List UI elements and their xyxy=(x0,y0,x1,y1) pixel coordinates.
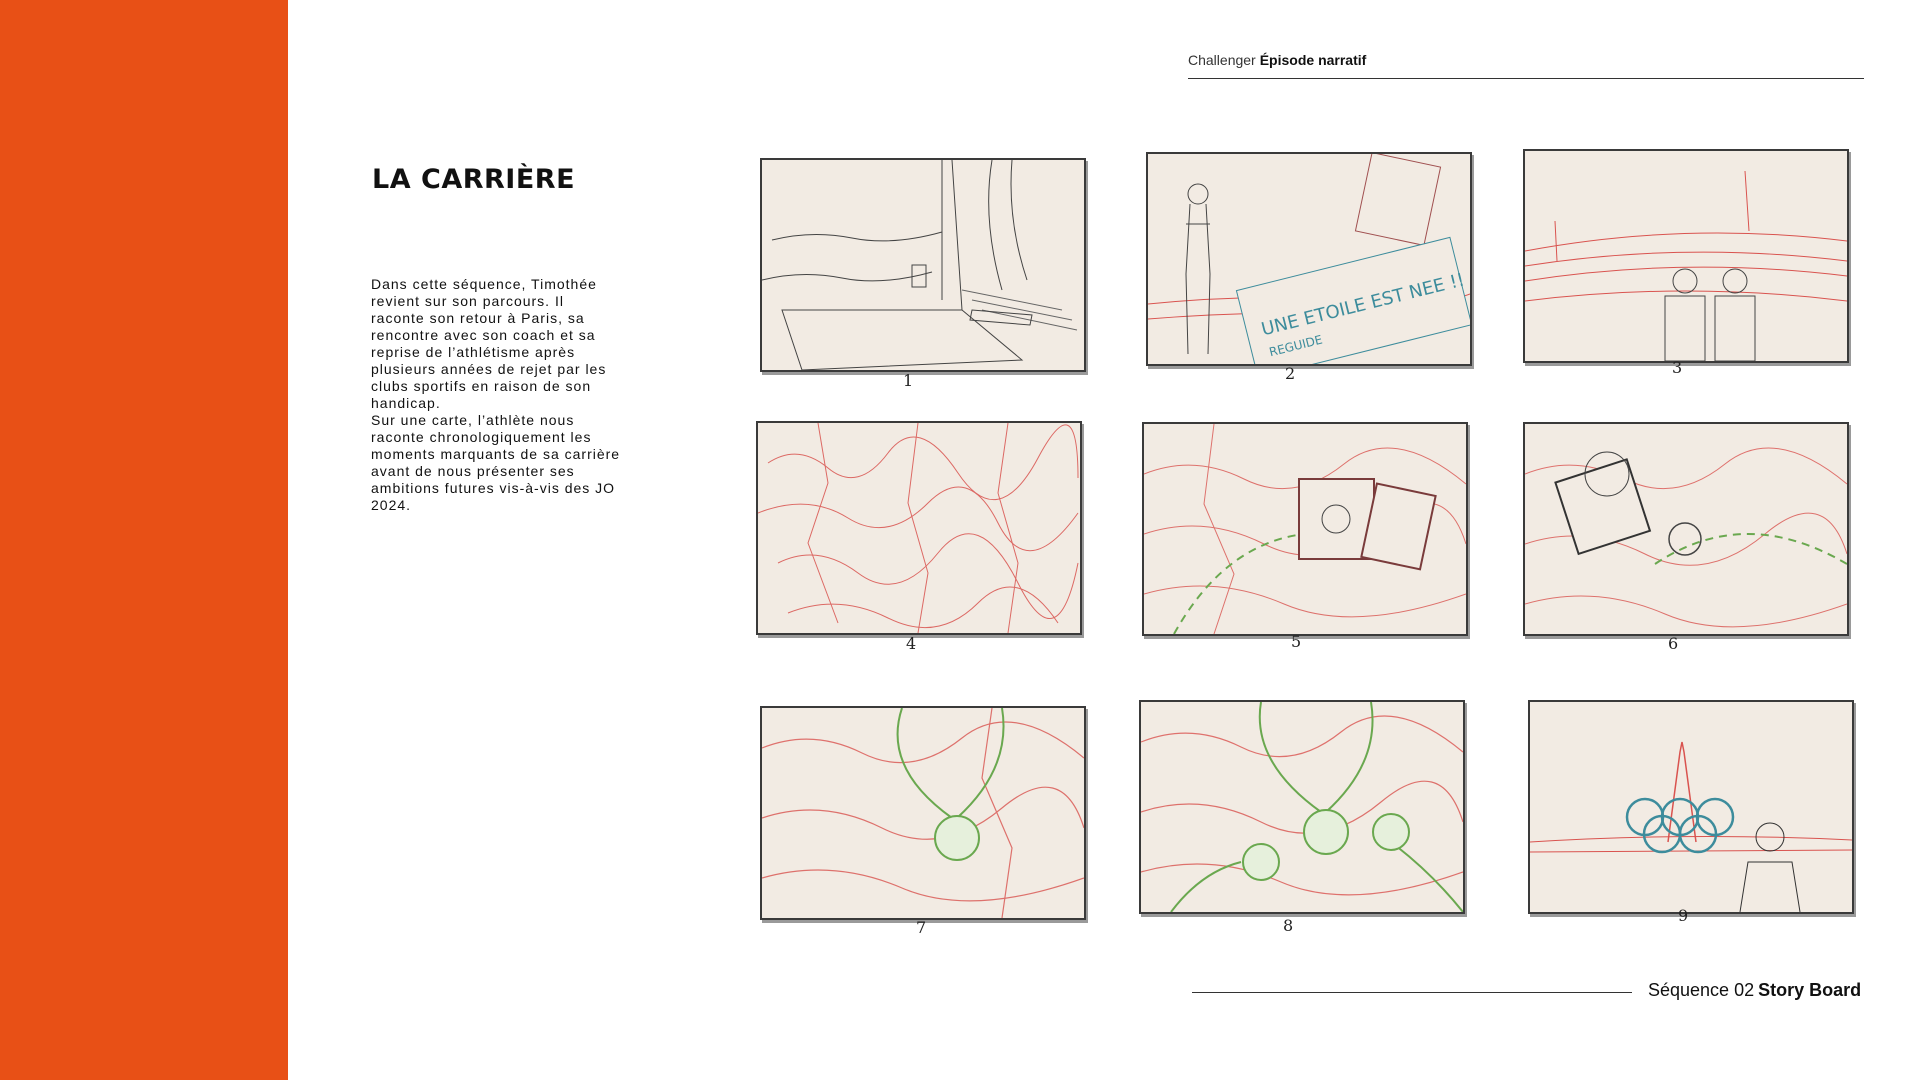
eiffel-olympic-rings-icon xyxy=(1530,702,1852,912)
europe-map-icon xyxy=(758,423,1080,633)
orange-sidebar xyxy=(0,0,288,1080)
storyboard-panel-7 xyxy=(760,706,1086,920)
map-three-medals-icon xyxy=(1141,702,1463,912)
panel-number-6: 6 xyxy=(1668,634,1679,653)
description xyxy=(371,276,621,514)
storyboard-panel-8 xyxy=(1139,700,1465,914)
storyboard-panel-2 xyxy=(1146,152,1472,366)
footer-sequence: Séquence 02 xyxy=(1648,980,1755,1000)
panel-number-5: 5 xyxy=(1291,632,1302,651)
storyboard-panel-6 xyxy=(1523,422,1849,636)
page-title: LA CARRIÈRE xyxy=(372,164,576,195)
description-paragraph-2: Sur une carte, l’athlète nous raconte chronologiquement les moments marquants de sa carrière avant de nous présenter ses ambitions futures vis-à-vis des JO 2024. xyxy=(371,412,621,513)
stadium-icon xyxy=(1525,151,1847,361)
page-footer xyxy=(1648,980,1861,1001)
page-header xyxy=(1188,52,1864,79)
storyboard-panel-3 xyxy=(1523,149,1849,363)
panel-number-7: 7 xyxy=(916,918,927,937)
header-section: Épisode narratif xyxy=(1259,52,1367,68)
panel-number-4: 4 xyxy=(906,634,917,653)
storyboard-panel-5 xyxy=(1142,422,1468,636)
panel-number-1: 1 xyxy=(903,371,914,390)
storyboard-panel-4 xyxy=(756,421,1082,635)
panel-number-3: 3 xyxy=(1672,358,1683,377)
storyboard-panel-1 xyxy=(760,158,1086,372)
table-window-icon xyxy=(762,160,1084,370)
map-photos-icon xyxy=(1144,424,1466,634)
footer-label: Story Board xyxy=(1758,980,1862,1000)
panel-number-8: 8 xyxy=(1283,916,1294,935)
storyboard-panel-9 xyxy=(1528,700,1854,914)
panel-number-2: 2 xyxy=(1285,364,1296,383)
newspaper-headline: UNE ETOILE EST NEE !! xyxy=(1259,269,1467,341)
footer-divider xyxy=(1192,992,1632,993)
map-medal-photo-icon xyxy=(1525,424,1847,634)
map-medal-icon xyxy=(762,708,1084,918)
newspaper-athlete-icon xyxy=(1148,154,1470,364)
newspaper-subhead: REGUIDE xyxy=(1267,332,1324,360)
panel-number-9: 9 xyxy=(1678,906,1689,925)
header-brand: Challenger xyxy=(1188,52,1256,68)
description-paragraph-1: Dans cette séquence, Timothée revient sur son parcours. Il raconte son retour à Paris, sa rencontre avec son coach et sa reprise de l’athlétisme après plusieurs années de rejet par les clubs sportifs en raison de son handicap. xyxy=(371,276,607,411)
